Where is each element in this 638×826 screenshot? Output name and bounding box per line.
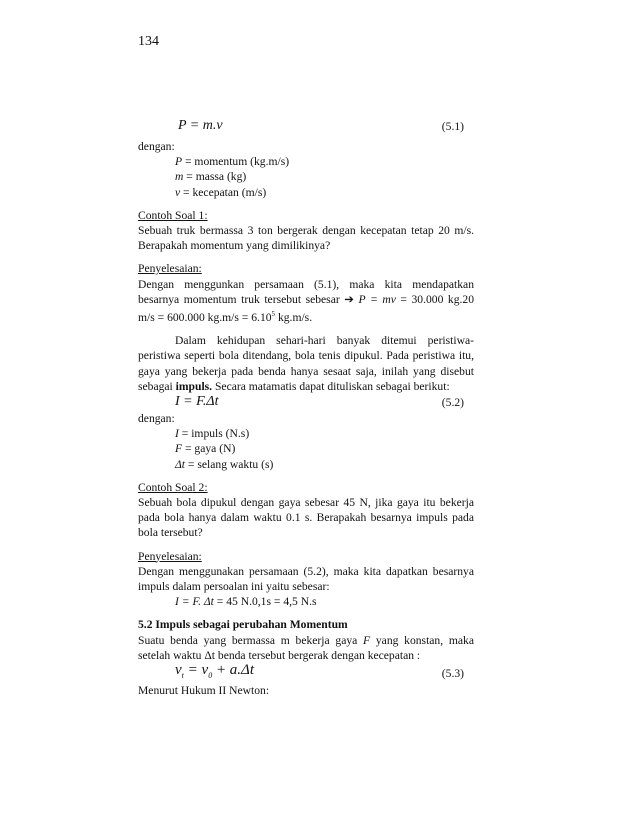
- newton-law-line: Menurut Hukum II Newton:: [138, 683, 270, 697]
- solution-2-calculation: I = F. Δt = 45 N.0,1s = 4,5 N.s: [175, 595, 317, 609]
- impuls-paragraph: Dalam kehidupan sehari-hari banyak ditemui peristiwa-peristiwa seperti bola ditendang, bola tenis dipukul. Pada peristiwa itu, gaya yang bekerja pada benda hanya sesaat saja, inilah yang disebut sebagai impuls. Secara matamatis dapat dituliskan sebagai berikut:: [138, 334, 474, 393]
- arrow-icon: ➔: [344, 292, 354, 306]
- definition-item: m = massa (kg): [175, 170, 247, 184]
- definition-item: F = gaya (N): [175, 442, 236, 456]
- equation-expression: I = F.Δt: [175, 393, 219, 409]
- definition-item: v = kecepatan (m/s): [175, 185, 267, 199]
- equation-expression: P = m.v: [178, 118, 223, 133]
- equation-5-3: [138, 663, 474, 683]
- dengan-label: dengan:: [138, 140, 175, 153]
- definition-item: Δt = selang waktu (s): [175, 457, 274, 471]
- dengan-label: dengan:: [138, 411, 175, 425]
- solution-1-body: Dengan menggunkan persamaan (5.1), maka kita mendapatkan besarnya momentum truk tersebut sebesar ➔ P = mv = 30.000 kg.20 m/s = 600.000 $kg.m/s = 6.10^5$ kg.m/s.: [138, 277, 475, 324]
- equation-number: (5.2): [441, 395, 464, 409]
- equation-5-1: [138, 118, 474, 135]
- section-paragraph: Suatu benda yang bermassa m bekerja gaya F yang konstan, maka setelah waktu Δt benda tersebut bergerak dengan kecepatan :: [138, 633, 474, 662]
- solution-2-title: Penyelesaian:: [138, 549, 202, 563]
- equation-5-2: [138, 394, 474, 411]
- example-2-title: Contoh Soal 2:: [138, 480, 208, 494]
- example-2-body: Sebuah bola dipukul dengan gaya sebesar 45 N, jika gaya itu bekerja pada bola hanya dalam waktu 0.1 s. Berapakah besarnya impuls pada bola tersebut?: [138, 495, 474, 540]
- equation-number: (5.3): [441, 666, 464, 680]
- definition-item: I = impuls (N.s): [175, 427, 250, 441]
- example-1-title: Contoh Soal 1:: [138, 208, 208, 222]
- example-1-body: Sebuah truk bermassa 3 ton bergerak dengan kecepatan tetap 20 m/s. Berapakah momentum yang dimilikinya?: [138, 224, 474, 253]
- section-heading: 5.2 Impuls sebagai perubahan Momentum: [138, 618, 348, 632]
- page-content: [138, 118, 474, 698]
- equation-number: (5.1): [441, 120, 464, 133]
- definition-item: P = momentum (kg.m/s): [175, 155, 290, 169]
- solution-1-title: Penyelesaian:: [138, 262, 202, 276]
- equation-expression: $v_t = v_0 + a.\Delta t$: [175, 661, 255, 680]
- solution-2-body: Dengan menggunakan persamaan (5.2), maka kita dapatkan besarnya impuls dalam persoalan ini yaitu sebesar:: [138, 564, 474, 593]
- page-number: 134: [138, 34, 159, 49]
